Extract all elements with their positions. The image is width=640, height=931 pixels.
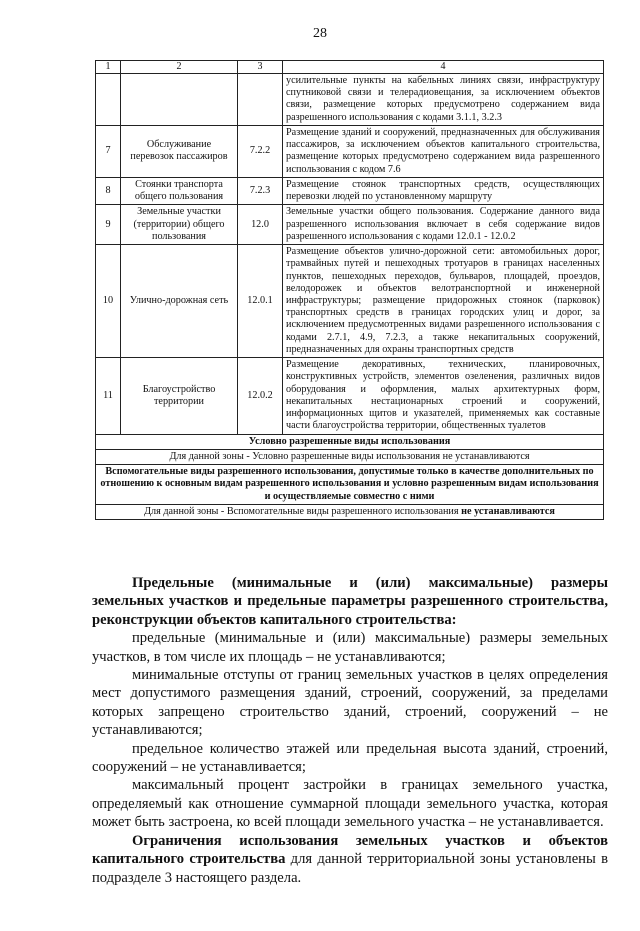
use-code: 12.0.1	[238, 245, 283, 358]
row-number: 9	[96, 205, 121, 245]
use-name: Земельные участки (территории) общего пользования	[121, 205, 238, 245]
use-description: усилительные пункты на кабельных линиях связи, инфраструктуру спутниковой связи и телерадиовещания, за исключением объектов связи, размещение которых предусмотрено содержанием вида разрешенного использования с кодами 3.1.1, 3.2.3	[283, 74, 604, 126]
use-code: 7.2.3	[238, 177, 283, 204]
conditional-uses-note: Для данной зоны - Условно разрешенные виды использования не устанавливаются	[96, 449, 604, 464]
row-number: 11	[96, 358, 121, 434]
conditional-uses-heading: Условно разрешенные виды использования	[96, 434, 604, 449]
row-number: 7	[96, 125, 121, 177]
table-row	[96, 125, 604, 177]
header-cell: 4	[283, 61, 604, 74]
row-number	[96, 74, 121, 126]
use-code: 7.2.2	[238, 125, 283, 177]
row-number: 8	[96, 177, 121, 204]
table-row	[96, 449, 604, 464]
table-header-row	[96, 61, 604, 74]
restrictions-rest: для данной территориальной зоны установлены в подразделе 3 настоящего раздела.	[92, 851, 608, 886]
use-description: Размещение объектов улично-дорожной сети: автомобильных дорог, трамвайных путей и пешеходных тротуаров в границах населенных пунктов, пешеходных переходов, бульваров, площадей, проездов, велодорожек и объектов велотранспортной и инженерной инфраструктуры; размещение придорожных стоянок (парковок) транспортных средств в границах городских улиц и дорог, за исключением предусмотренных видами разрешенного использования с кодами 2.7.1, 4.9, 7.2.3, а также некапитальных сооружений, предназначенных для охраны транспортных средств	[283, 245, 604, 358]
table-row	[96, 358, 604, 434]
paragraph: предельные (минимальные и (или) максимальные) размеры земельных участков, в том числе их площадь – не устанавливаются;	[92, 630, 608, 665]
header-cell: 1	[96, 61, 121, 74]
use-name: Стоянки транспорта общего пользования	[121, 177, 238, 204]
table-row	[96, 177, 604, 204]
header-cell: 2	[121, 61, 238, 74]
header-cell: 3	[238, 61, 283, 74]
use-description: Земельные участки общего пользования. Содержание данного вида разрешенного использования включает в себя содержание видов разрешенного использования с кодами 12.0.1 - 12.0.2	[283, 205, 604, 245]
auxiliary-note-bold: не устанавливаются	[461, 505, 555, 517]
use-code: 12.0	[238, 205, 283, 245]
table-row	[96, 205, 604, 245]
limits-heading-text: Предельные (минимальные и (или) максимальные) размеры земельных участков и предельные параметры разрешенного строительства, реконструкции объектов капитального строительства:	[92, 575, 608, 628]
limits-heading	[92, 574, 608, 629]
use-name	[121, 74, 238, 126]
auxiliary-note-prefix: Для данной зоны - Вспомогательные виды разрешенного использования	[144, 505, 462, 517]
use-name: Улично-дорожная сеть	[121, 245, 238, 358]
use-name: Благоустройство территории	[121, 358, 238, 434]
table-row	[96, 434, 604, 449]
paragraph: минимальные отступы от границ земельных участков в целях определения мест допустимого размещения зданий, строений, сооружений, за пределами которых запрещено строительство зданий, строений, сооружений – не устанавливаются;	[92, 667, 608, 739]
paragraph: предельное количество этажей или предельная высота зданий, строений, сооружений – не устанавливается;	[92, 740, 608, 776]
use-name: Обслуживание перевозок пассажиров	[121, 125, 238, 177]
table-row	[96, 504, 604, 519]
restrictions-paragraph	[92, 832, 608, 887]
use-code: 12.0.2	[238, 358, 283, 434]
auxiliary-uses-note	[96, 504, 604, 519]
paragraph: максимальный процент застройки в границах земельного участка, определяемый как отношение суммарной площади земельного участка, которая может быть застроена, ко всей площади земельного участка – не устанавливается.	[92, 777, 608, 831]
table-row	[96, 74, 604, 126]
restrictions-bold: Ограничения использования земельных участков и объектов капитального строительства	[92, 832, 608, 868]
table-row	[96, 245, 604, 358]
use-description: Размещение декоративных, технических, планировочных, конструктивных устройств, элементов озеленения, различных видов оборудования и оформления, малых архитектурных форм, некапитальных нестационарных строений и сооружений, информационных щитов и указателей, применяемых как составные части благоустройства территории, общественных туалетов	[283, 358, 604, 434]
auxiliary-uses-heading: Вспомогательные виды разрешенного использования, допустимые только в качестве дополнительных по отношению к основным видам разрешенного использования и условно разрешенным видам использования и осуществляемые совместно с ними	[96, 465, 604, 505]
use-code	[238, 74, 283, 126]
permitted-use-table	[95, 60, 604, 520]
body-text	[92, 574, 608, 887]
row-number: 10	[96, 245, 121, 358]
page-number: 28	[313, 26, 327, 41]
table-row	[96, 465, 604, 505]
use-description: Размещение стоянок транспортных средств, осуществляющих перевозки людей по установленному маршруту	[283, 177, 604, 204]
use-description: Размещение зданий и сооружений, предназначенных для обслуживания пассажиров, за исключением объектов капитального строительства, размещение которых предусмотрено содержанием вида разрешенного использования с кодом 7.6	[283, 125, 604, 177]
